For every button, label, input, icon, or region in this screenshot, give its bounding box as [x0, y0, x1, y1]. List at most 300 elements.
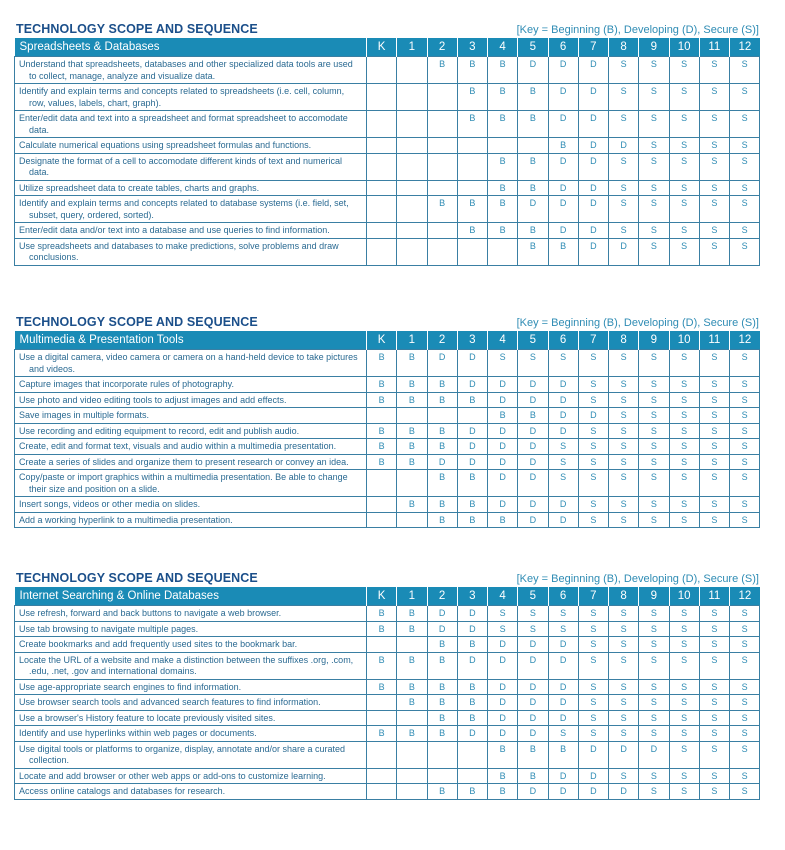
grade-level-cell: S [699, 621, 729, 637]
skill-description-cell [15, 423, 367, 439]
grade-level-cell [518, 138, 548, 154]
grade-header: 5 [518, 587, 548, 606]
grade-level-cell [367, 710, 397, 726]
grade-level-cell: S [639, 84, 669, 111]
grade-level-cell: S [639, 497, 669, 513]
skill-description: Identify and explain terms and concepts related to spreadsheets (i.e. cell, column, row, values, labels, chart, graph). [19, 86, 345, 108]
grade-level-cell: D [548, 652, 578, 679]
grade-level-cell: S [730, 423, 760, 439]
grade-level-cell: B [457, 392, 487, 408]
grade-level-cell [457, 408, 487, 424]
grade-level-cell: D [457, 377, 487, 393]
grade-level-cell: S [730, 238, 760, 265]
grade-level-cell: D [548, 84, 578, 111]
grade-level-cell: S [609, 350, 639, 377]
grade-level-cell [427, 180, 457, 196]
grade-level-cell: S [699, 350, 729, 377]
table-row [15, 238, 760, 265]
table-row [15, 784, 760, 800]
grade-level-cell: S [609, 408, 639, 424]
grade-level-cell: S [488, 621, 518, 637]
grade-level-cell: B [518, 238, 548, 265]
grade-level-cell: S [609, 497, 639, 513]
grade-level-cell: D [578, 238, 608, 265]
grade-level-cell: S [578, 621, 608, 637]
grade-header: 11 [699, 38, 729, 57]
grade-level-cell: S [669, 111, 699, 138]
skill-description: Locate the URL of a website and make a distinction between the suffixes .org, .com, .edu, .net, .gov and international domains. [19, 654, 354, 676]
skill-description-cell [15, 84, 367, 111]
grade-level-cell: S [609, 377, 639, 393]
table-row [15, 621, 760, 637]
grade-level-cell: B [427, 710, 457, 726]
grade-level-cell: S [699, 512, 729, 528]
grade-level-cell: S [669, 512, 699, 528]
grade-level-cell: S [699, 679, 729, 695]
grade-level-cell: S [730, 741, 760, 768]
grade-level-cell: D [578, 784, 608, 800]
grade-header: 7 [578, 587, 608, 606]
skill-description-cell [15, 138, 367, 154]
grade-level-cell: D [457, 726, 487, 742]
grade-level-cell: D [518, 454, 548, 470]
grade-level-cell [367, 784, 397, 800]
grade-level-cell: D [488, 652, 518, 679]
grade-level-cell [397, 768, 427, 784]
grade-level-cell: D [548, 695, 578, 711]
grade-level-cell: D [578, 84, 608, 111]
skill-description: Use a digital camera, video camera or camera on a hand-held device to take pictures and videos. [19, 352, 358, 374]
grade-header: 5 [518, 38, 548, 57]
grade-level-cell: S [730, 223, 760, 239]
grade-level-cell: S [639, 637, 669, 653]
grade-level-cell: S [730, 57, 760, 84]
grade-level-cell [367, 637, 397, 653]
table-row [15, 454, 760, 470]
section-spreadsheets [14, 18, 759, 266]
grade-level-cell: S [609, 454, 639, 470]
grade-level-cell [427, 153, 457, 180]
grade-level-cell: B [548, 238, 578, 265]
grade-level-cell: S [518, 621, 548, 637]
skill-description: Locate and add browser or other web apps or add-ons to customize learning. [19, 770, 326, 781]
grade-level-cell: S [609, 470, 639, 497]
skill-description: Add a working hyperlink to a multimedia presentation. [19, 514, 233, 525]
skill-description-cell [15, 768, 367, 784]
grade-level-cell: B [397, 350, 427, 377]
grade-level-cell: S [699, 637, 729, 653]
grade-level-cell: S [699, 784, 729, 800]
grade-level-cell: S [730, 679, 760, 695]
grade-key: [Key = Beginning (B), Developing (D), Secure (S)] [516, 573, 759, 585]
grade-level-cell: S [639, 223, 669, 239]
table-row [15, 512, 760, 528]
grade-level-cell: D [518, 679, 548, 695]
grade-level-cell: B [397, 679, 427, 695]
table-row [15, 423, 760, 439]
skill-description-cell [15, 377, 367, 393]
grade-level-cell: D [457, 423, 487, 439]
grade-level-cell: D [518, 726, 548, 742]
grade-level-cell: S [730, 153, 760, 180]
grade-level-cell: S [669, 350, 699, 377]
skill-description: Create a series of slides and organize them to present research or convey an idea. [19, 456, 349, 467]
grade-level-cell: S [488, 350, 518, 377]
grade-header: 3 [457, 331, 487, 350]
table-row [15, 138, 760, 154]
skill-description-cell [15, 223, 367, 239]
grade-level-cell [427, 111, 457, 138]
grade-level-cell: S [609, 111, 639, 138]
grade-level-cell: D [457, 652, 487, 679]
grade-level-cell: S [669, 138, 699, 154]
grade-level-cell: S [730, 497, 760, 513]
grade-level-cell: S [578, 695, 608, 711]
grade-level-cell: D [488, 710, 518, 726]
table-row [15, 223, 760, 239]
grade-level-cell: B [427, 784, 457, 800]
skill-description-cell [15, 710, 367, 726]
grade-level-cell: S [730, 408, 760, 424]
grade-level-cell: S [639, 726, 669, 742]
grade-level-cell: S [639, 439, 669, 455]
grade-level-cell: S [609, 423, 639, 439]
grade-level-cell: S [578, 606, 608, 622]
subject-heading: Multimedia & Presentation Tools [15, 331, 367, 350]
grade-level-cell: S [730, 710, 760, 726]
grade-level-cell: D [518, 470, 548, 497]
skill-description: Capture images that incorporate rules of photography. [19, 379, 234, 389]
grade-level-cell [427, 138, 457, 154]
grade-header: 3 [457, 587, 487, 606]
grade-level-cell [397, 512, 427, 528]
grade-level-cell: S [730, 637, 760, 653]
grade-level-cell: S [548, 606, 578, 622]
grade-level-cell [397, 153, 427, 180]
skill-description: Create, edit and format text, visuals and audio within a multimedia presentation. [19, 441, 337, 451]
grade-header: 7 [578, 38, 608, 57]
skill-description-cell [15, 741, 367, 768]
grade-level-cell: D [427, 621, 457, 637]
grade-level-cell: B [518, 111, 548, 138]
grade-level-cell: S [730, 621, 760, 637]
grade-level-cell: S [548, 350, 578, 377]
grade-level-cell: S [699, 84, 729, 111]
grade-level-cell: S [669, 423, 699, 439]
grade-level-cell: S [548, 470, 578, 497]
grade-level-cell [427, 238, 457, 265]
grade-level-cell: B [457, 196, 487, 223]
grade-header: 7 [578, 331, 608, 350]
grade-level-cell: S [639, 512, 669, 528]
grade-level-cell: S [609, 153, 639, 180]
grade-level-cell: D [639, 741, 669, 768]
grade-header: 9 [639, 331, 669, 350]
grade-level-cell: B [488, 512, 518, 528]
grade-level-cell [367, 84, 397, 111]
grade-level-cell: D [488, 695, 518, 711]
grade-level-cell [367, 741, 397, 768]
grade-level-cell: B [457, 679, 487, 695]
grade-level-cell: B [397, 377, 427, 393]
grade-level-cell: B [367, 439, 397, 455]
grade-level-cell: S [639, 408, 669, 424]
grade-level-cell [367, 223, 397, 239]
table-row [15, 180, 760, 196]
grade-level-cell: B [518, 84, 548, 111]
grade-level-cell: D [518, 637, 548, 653]
grade-level-cell: S [730, 439, 760, 455]
grade-level-cell: B [457, 497, 487, 513]
grade-level-cell: S [639, 350, 669, 377]
grade-level-cell: B [518, 153, 548, 180]
grade-level-cell: B [397, 439, 427, 455]
grade-header: 6 [548, 587, 578, 606]
grade-level-cell: S [609, 57, 639, 84]
grade-level-cell: S [548, 621, 578, 637]
grade-key: [Key = Beginning (B), Developing (D), Secure (S)] [516, 317, 759, 329]
grade-level-cell: B [367, 652, 397, 679]
grade-level-cell: S [730, 350, 760, 377]
skill-description-cell [15, 784, 367, 800]
section-internet [14, 567, 759, 800]
grade-level-cell: S [548, 726, 578, 742]
grade-level-cell [397, 637, 427, 653]
grade-header: 3 [457, 38, 487, 57]
grade-header: 9 [639, 38, 669, 57]
grade-level-cell: S [518, 350, 548, 377]
grade-level-cell: D [457, 621, 487, 637]
grade-level-cell [397, 710, 427, 726]
grade-level-cell: S [609, 512, 639, 528]
grade-level-cell: B [488, 196, 518, 223]
grade-level-cell: B [457, 111, 487, 138]
grade-level-cell: S [699, 652, 729, 679]
grade-level-cell: S [669, 710, 699, 726]
grade-level-cell: S [699, 138, 729, 154]
grade-level-cell: S [578, 470, 608, 497]
table-row [15, 637, 760, 653]
grade-level-cell: D [518, 392, 548, 408]
grade-level-cell: B [427, 679, 457, 695]
table-row [15, 741, 760, 768]
skill-description: Use browser search tools and advanced search features to find information. [19, 697, 321, 707]
grade-level-cell: S [578, 512, 608, 528]
grade-level-cell: S [699, 57, 729, 84]
grade-level-cell: S [609, 196, 639, 223]
skill-description-cell [15, 238, 367, 265]
grade-header: 6 [548, 331, 578, 350]
grade-level-cell: D [457, 439, 487, 455]
grade-level-cell: D [518, 512, 548, 528]
grade-header: 4 [488, 38, 518, 57]
skill-description: Calculate numerical equations using spreadsheet formulas and functions. [19, 140, 312, 150]
grade-header: 10 [669, 587, 699, 606]
grade-level-cell: B [488, 408, 518, 424]
grade-level-cell: D [518, 423, 548, 439]
grade-level-cell: S [730, 784, 760, 800]
skill-description: Access online catalogs and databases for research. [19, 786, 226, 796]
grade-level-cell: B [397, 392, 427, 408]
grade-level-cell: B [488, 768, 518, 784]
grade-level-cell: D [488, 454, 518, 470]
grade-level-cell: B [427, 470, 457, 497]
table-row [15, 726, 760, 742]
table-row [15, 695, 760, 711]
grade-header: 2 [427, 587, 457, 606]
table-row [15, 768, 760, 784]
grade-level-cell: B [397, 621, 427, 637]
table-row [15, 439, 760, 455]
grade-header: 1 [397, 331, 427, 350]
grade-level-cell: S [730, 726, 760, 742]
table-row [15, 153, 760, 180]
grade-level-cell: S [669, 621, 699, 637]
grade-level-cell: S [669, 454, 699, 470]
grade-level-cell: S [730, 695, 760, 711]
table-row [15, 57, 760, 84]
grade-header: 8 [609, 38, 639, 57]
grade-level-cell: B [518, 768, 548, 784]
skill-description-cell [15, 439, 367, 455]
grade-level-cell [427, 223, 457, 239]
grade-header: 2 [427, 38, 457, 57]
grade-level-cell: D [548, 377, 578, 393]
grade-level-cell: B [518, 223, 548, 239]
table-header-row [15, 587, 760, 606]
grade-header: 11 [699, 331, 729, 350]
scope-table [14, 587, 760, 800]
grade-level-cell: S [669, 392, 699, 408]
grade-level-cell: S [578, 454, 608, 470]
grade-level-cell: S [669, 180, 699, 196]
grade-level-cell: S [699, 423, 729, 439]
grade-level-cell: S [699, 470, 729, 497]
grade-level-cell: S [609, 637, 639, 653]
table-header-row [15, 38, 760, 57]
grade-level-cell: S [699, 768, 729, 784]
grade-level-cell: D [548, 153, 578, 180]
grade-level-cell: B [427, 439, 457, 455]
grade-level-cell [427, 408, 457, 424]
grade-level-cell: S [639, 423, 669, 439]
grade-header: 6 [548, 38, 578, 57]
grade-level-cell [457, 741, 487, 768]
grade-level-cell: S [669, 637, 699, 653]
grade-level-cell: B [367, 392, 397, 408]
table-header-row [15, 331, 760, 350]
grade-level-cell: S [730, 512, 760, 528]
skill-description: Use a browser's History feature to locate previously visited sites. [19, 712, 276, 723]
grade-level-cell: B [548, 741, 578, 768]
grade-level-cell [397, 111, 427, 138]
skill-description: Enter/edit data and/or text into a database and use queries to find information. [19, 225, 330, 235]
grade-level-cell: D [488, 497, 518, 513]
section-multimedia [14, 311, 759, 528]
skill-description: Designate the format of a cell to accomodate different kinds of text and numerical data. [19, 155, 343, 177]
grade-level-cell: D [518, 196, 548, 223]
skill-description: Understand that spreadsheets, databases and other specialized data tools are used to collect, manage, analyze and visualize data. [19, 59, 353, 81]
grade-header: 1 [397, 587, 427, 606]
grade-header: K [367, 331, 397, 350]
section-title: TECHNOLOGY SCOPE AND SEQUENCE [16, 571, 258, 585]
grade-level-cell: S [639, 377, 669, 393]
table-row [15, 84, 760, 111]
scope-table [14, 38, 760, 266]
grade-header: 8 [609, 587, 639, 606]
grade-level-cell: D [548, 512, 578, 528]
skill-description: Use refresh, forward and back buttons to navigate a web browser. [19, 608, 282, 618]
skill-description-cell [15, 350, 367, 377]
grade-level-cell: D [518, 497, 548, 513]
grade-level-cell: S [699, 454, 729, 470]
skill-description-cell [15, 652, 367, 679]
grade-level-cell: S [730, 180, 760, 196]
grade-level-cell: S [699, 153, 729, 180]
grade-header: K [367, 587, 397, 606]
grade-level-cell: D [548, 784, 578, 800]
skill-description-cell [15, 695, 367, 711]
grade-level-cell: B [488, 57, 518, 84]
grade-level-cell [457, 180, 487, 196]
grade-level-cell: S [669, 153, 699, 180]
grade-level-cell: S [699, 111, 729, 138]
grade-header: 8 [609, 331, 639, 350]
grade-level-cell: S [669, 679, 699, 695]
grade-level-cell: B [427, 726, 457, 742]
grade-level-cell: S [699, 223, 729, 239]
grade-level-cell: S [730, 454, 760, 470]
grade-level-cell: D [578, 180, 608, 196]
grade-level-cell [427, 768, 457, 784]
table-row [15, 196, 760, 223]
grade-level-cell: D [488, 377, 518, 393]
grade-level-cell [457, 153, 487, 180]
skill-description-cell [15, 57, 367, 84]
grade-level-cell: S [578, 392, 608, 408]
grade-level-cell: B [427, 423, 457, 439]
grade-level-cell: S [639, 111, 669, 138]
grade-level-cell: S [609, 621, 639, 637]
grade-level-cell: S [669, 652, 699, 679]
grade-level-cell: S [609, 710, 639, 726]
skill-description: Use age-appropriate search engines to find information. [19, 681, 242, 692]
grade-level-cell: S [699, 439, 729, 455]
grade-level-cell: D [548, 637, 578, 653]
grade-level-cell: S [488, 606, 518, 622]
grade-level-cell: S [578, 679, 608, 695]
grade-level-cell: B [397, 652, 427, 679]
skill-description-cell [15, 679, 367, 695]
skill-description: Utilize spreadsheet data to create tables, charts and graphs. [19, 182, 260, 193]
grade-level-cell: B [427, 377, 457, 393]
subject-heading: Spreadsheets & Databases [15, 38, 367, 57]
grade-level-cell: S [639, 57, 669, 84]
grade-level-cell: S [639, 196, 669, 223]
skill-description-cell [15, 454, 367, 470]
grade-level-cell: D [518, 695, 548, 711]
grade-level-cell: D [548, 768, 578, 784]
table-row [15, 679, 760, 695]
grade-level-cell: S [578, 497, 608, 513]
table-row [15, 652, 760, 679]
grade-level-cell: S [669, 768, 699, 784]
grade-level-cell: D [457, 606, 487, 622]
grade-level-cell: S [669, 223, 699, 239]
grade-level-cell: S [609, 726, 639, 742]
grade-level-cell: D [578, 741, 608, 768]
table-row [15, 710, 760, 726]
